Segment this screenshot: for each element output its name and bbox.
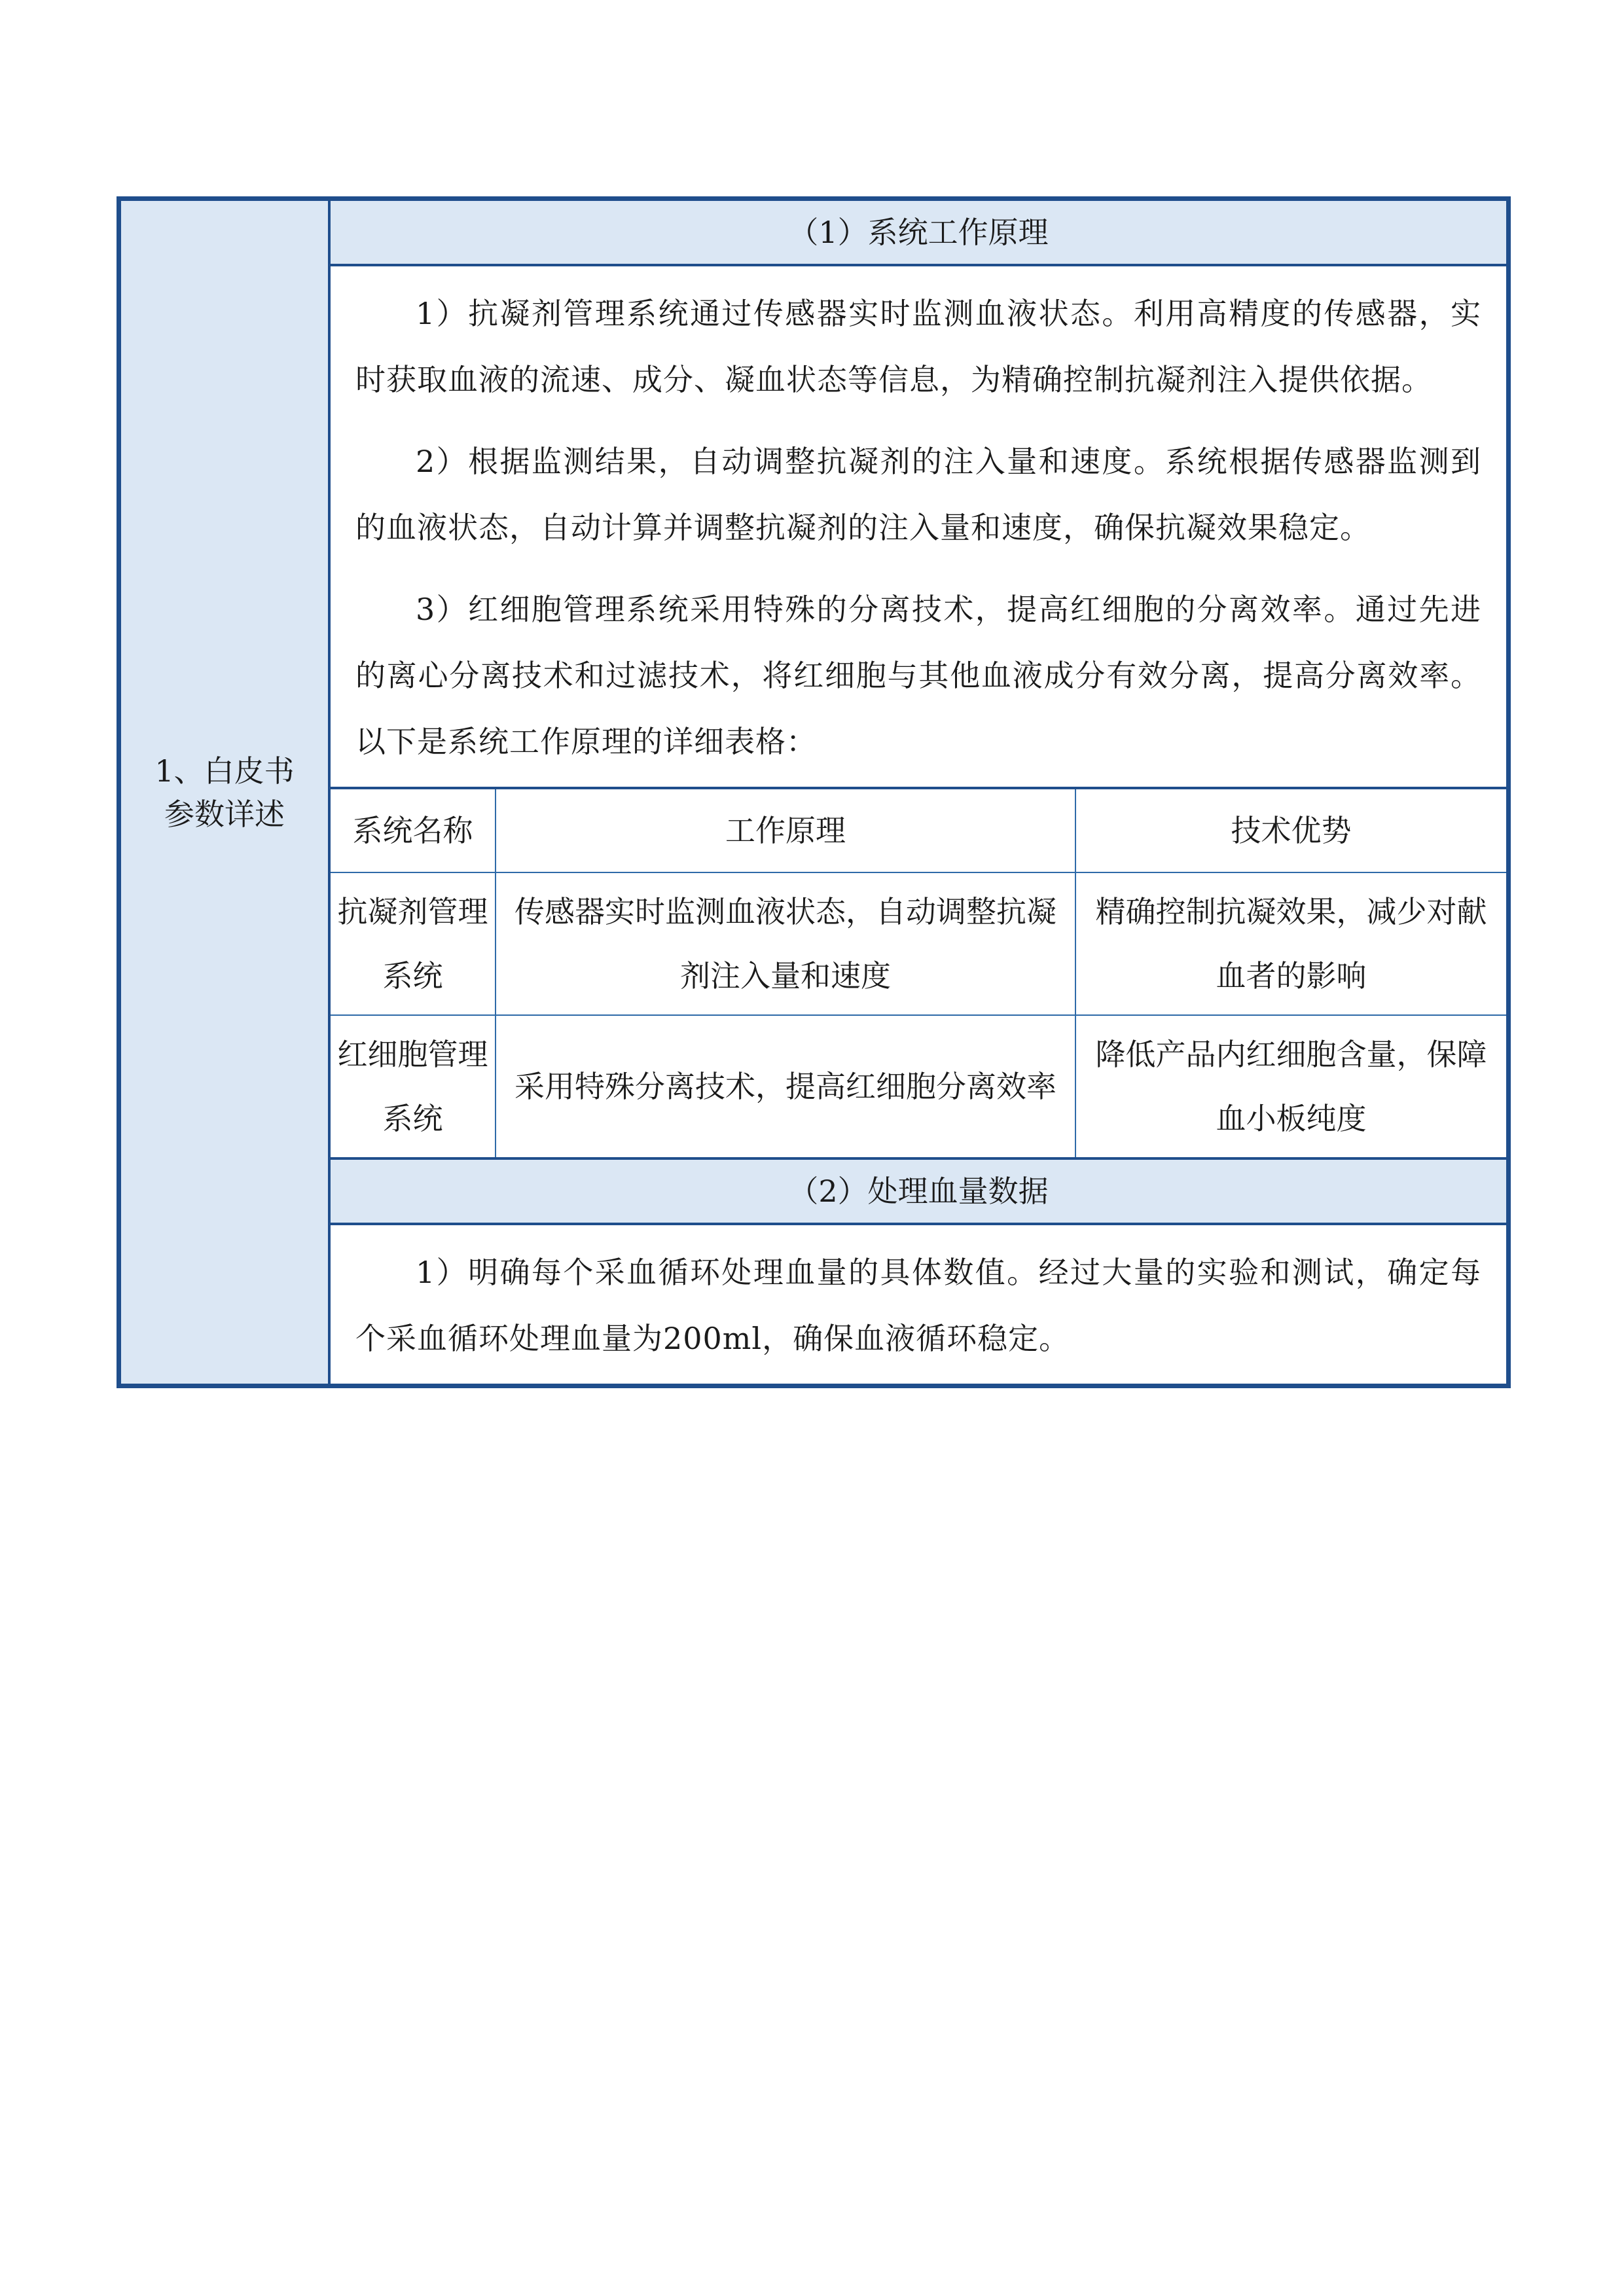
- section1-paragraph-3: 3）红细胞管理系统采用特殊的分离技术，提高红细胞的分离效率。通过先进的离心分离技术和过滤技术，将红细胞与其他血液成分有效分离，提高分离效率。以下是系统工作原理的详细表格：: [355, 592, 1481, 759]
- section1-paragraph-2: 2）根据监测结果，自动调整抗凝剂的注入量和速度。系统根据传感器监测到的血液状态，自动计算并调整抗凝剂的注入量和速度，确保抗凝效果稳定。: [355, 444, 1481, 545]
- header-system-name: 系统名称: [331, 789, 496, 872]
- cell-working-principle: 采用特殊分离技术，提高红细胞分离效率: [496, 1015, 1075, 1157]
- principle-table-cell: [329, 788, 1509, 1158]
- row-label-line1: 1、白皮书: [154, 753, 295, 789]
- section2-paragraph-1: 1）明确每个采血循环处理血量的具体数值。经过大量的实验和测试，确定每个采血循环处理血量为200ml，确保血液循环稳定。: [355, 1255, 1481, 1356]
- header-technical-advantage: 技术优势: [1075, 789, 1506, 872]
- section1-header: （1）系统工作原理: [329, 199, 1509, 266]
- row-label-line2: 参数详述: [164, 796, 285, 832]
- whitepaper-table: [117, 196, 1511, 1388]
- cell-working-principle: 传感器实时监测血液状态，自动调整抗凝剂注入量和速度: [496, 872, 1075, 1015]
- header-working-principle: 工作原理: [496, 789, 1075, 872]
- cell-technical-advantage: 降低产品内红细胞含量，保障血小板纯度: [1075, 1015, 1506, 1157]
- section2-body: [329, 1224, 1509, 1386]
- section2-header: （2）处理血量数据: [329, 1158, 1509, 1224]
- row-label-cell: [119, 199, 330, 1386]
- section1-paragraph-1: 1）抗凝剂管理系统通过传感器实时监测血液状态。利用高精度的传感器，实时获取血液的流速、成分、凝血状态等信息，为精确控制抗凝剂注入提供依据。: [355, 296, 1481, 397]
- cell-system-name: 红细胞管理系统: [331, 1015, 496, 1157]
- cell-technical-advantage: 精确控制抗凝效果，减少对献血者的影响: [1075, 872, 1506, 1015]
- principle-table: [331, 789, 1506, 1157]
- section1-body: [329, 265, 1509, 788]
- cell-system-name: 抗凝剂管理系统: [331, 872, 496, 1015]
- principle-table-header-row: [331, 789, 1506, 872]
- table-row: [331, 1015, 1506, 1157]
- table-row: [331, 872, 1506, 1015]
